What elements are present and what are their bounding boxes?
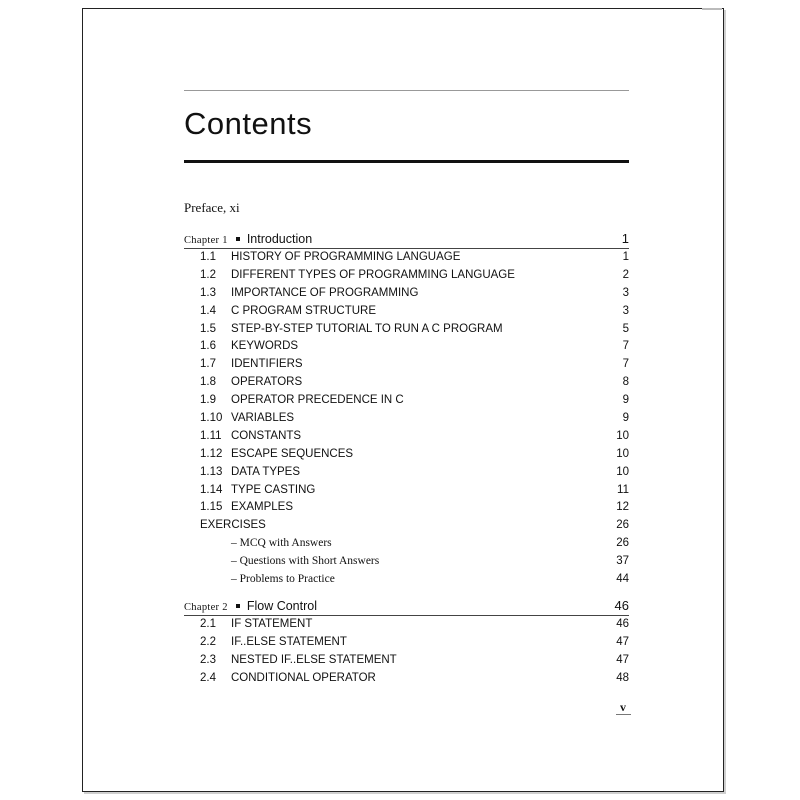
section-page: 9: [622, 412, 629, 425]
toc-row: [184, 428, 629, 446]
page-corner-mark: [702, 8, 722, 10]
section-number: 2.1: [200, 618, 216, 630]
toc-row: [184, 249, 629, 267]
section-title: HISTORY OF PROGRAMMING LANGUAGE: [231, 251, 461, 263]
page-folio: v: [620, 700, 626, 714]
section-title: ESCAPE SEQUENCES: [231, 447, 354, 460]
section-number: 2.2: [200, 635, 216, 648]
section-title: STEP-BY-STEP TUTORIAL TO RUN A C PROGRAM: [231, 322, 503, 335]
title-underline: [184, 160, 629, 163]
section-title: CONSTANTS: [231, 429, 302, 442]
section-number: 1.11: [200, 429, 222, 442]
section-number: 1.2: [200, 268, 216, 281]
section-title: IF STATEMENT: [231, 618, 313, 630]
section-title: TYPE CASTING: [231, 483, 316, 496]
subitem-title: – MCQ with Answers: [231, 537, 332, 550]
chapter-1-sections: [184, 249, 629, 589]
toc-row: [184, 267, 629, 285]
section-number: 1.15: [200, 501, 223, 514]
top-rule: [184, 90, 629, 91]
section-title: IF..ELSE STATEMENT: [231, 635, 347, 648]
section-number: 1.10: [200, 412, 223, 425]
section-title: C PROGRAM STRUCTURE: [231, 304, 377, 317]
chapter-1-heading: [184, 230, 629, 249]
section-page: 47: [616, 635, 629, 648]
section-number: 1.9: [200, 394, 216, 407]
subitem-page: 26: [616, 537, 629, 550]
exercises-page: 26: [616, 519, 629, 532]
section-page: 7: [622, 340, 629, 353]
chapter-2-title: Flow Control: [246, 599, 317, 613]
chapter-1-prefix: Chapter 1: [184, 235, 228, 246]
section-title: IMPORTANCE OF PROGRAMMING: [231, 286, 419, 299]
exercise-subitem: [184, 535, 629, 553]
toc-row: [184, 374, 629, 392]
section-number: 1.3: [200, 286, 216, 299]
section-page: 12: [616, 501, 629, 514]
section-page: 3: [622, 304, 629, 317]
section-page: 46: [616, 618, 629, 630]
chapter-1-page: 1: [621, 231, 629, 246]
toc-row: [184, 499, 629, 517]
page-title: Contents: [184, 106, 313, 141]
bullet-icon: [236, 237, 240, 241]
chapter-1-title: Introduction: [246, 232, 313, 246]
section-title: DIFFERENT TYPES OF PROGRAMMING LANGUAGE: [231, 268, 515, 281]
section-number: 1.6: [200, 340, 216, 353]
subitem-title: – Problems to Practice: [231, 573, 335, 586]
exercises-title: EXERCISES: [200, 519, 266, 532]
chapter-2-block: [184, 597, 629, 688]
exercise-subitem: [184, 571, 629, 589]
section-title: KEYWORDS: [231, 340, 299, 353]
section-number: 1.12: [200, 447, 223, 460]
section-page: 5: [622, 322, 629, 335]
toc-row: [184, 652, 629, 670]
subitem-page: 44: [616, 573, 629, 586]
toc-row: [184, 285, 629, 303]
section-title: VARIABLES: [231, 412, 295, 425]
section-title: OPERATORS: [231, 376, 303, 389]
section-page: 11: [617, 483, 629, 496]
toc-row: [184, 634, 629, 652]
folio-underline: [616, 714, 631, 715]
subitem-title: – Questions with Short Answers: [231, 555, 380, 568]
chapter-2-sections: [184, 616, 629, 688]
section-page: 10: [616, 465, 629, 478]
section-title: OPERATOR PRECEDENCE IN C: [231, 394, 404, 407]
section-page: 10: [616, 447, 629, 460]
section-title: EXAMPLES: [231, 501, 293, 514]
section-title: DATA TYPES: [231, 465, 301, 478]
subitem-page: 37: [616, 555, 629, 568]
section-page: 9: [622, 394, 629, 407]
chapter-2-heading: [184, 597, 629, 616]
exercise-subitem: [184, 553, 629, 571]
section-number: 1.5: [200, 322, 216, 335]
toc-row: [184, 321, 629, 339]
section-number: 1.13: [200, 465, 223, 478]
section-number: 1.8: [200, 376, 216, 389]
section-page: 7: [622, 358, 629, 371]
toc-row: [184, 392, 629, 410]
preface-entry: Preface, xi: [184, 200, 240, 215]
toc-row: [184, 446, 629, 464]
section-page: 8: [622, 376, 629, 389]
chapter-1-block: [184, 230, 629, 589]
toc-row: [184, 356, 629, 374]
section-page: 10: [616, 429, 629, 442]
chapter-2-page: 46: [614, 598, 629, 613]
section-page: 48: [616, 671, 629, 684]
toc-row: [184, 410, 629, 428]
chapter-1-label: [184, 231, 312, 247]
toc-row: [184, 482, 629, 500]
toc-row: [184, 670, 629, 688]
chapter-2-prefix: Chapter 2: [184, 602, 228, 613]
toc-row: [184, 338, 629, 356]
section-title: CONDITIONAL OPERATOR: [231, 671, 376, 684]
chapter-2-label: [184, 598, 317, 614]
section-number: 1.14: [200, 483, 223, 496]
section-page: 47: [616, 653, 629, 666]
section-page: 1: [622, 251, 629, 263]
section-number: 1.4: [200, 304, 216, 317]
toc-row: [184, 303, 629, 321]
toc-row: [184, 464, 629, 482]
bullet-icon: [236, 604, 240, 608]
section-number: 1.1: [200, 251, 216, 263]
section-page: 3: [622, 286, 629, 299]
toc-row: [184, 616, 629, 634]
section-number: 2.3: [200, 653, 216, 666]
section-number: 1.7: [200, 358, 216, 371]
exercises-row: [184, 517, 629, 535]
section-title: IDENTIFIERS: [231, 358, 303, 371]
section-number: 2.4: [200, 671, 216, 684]
section-page: 2: [622, 268, 629, 281]
section-title: NESTED IF..ELSE STATEMENT: [231, 653, 397, 666]
